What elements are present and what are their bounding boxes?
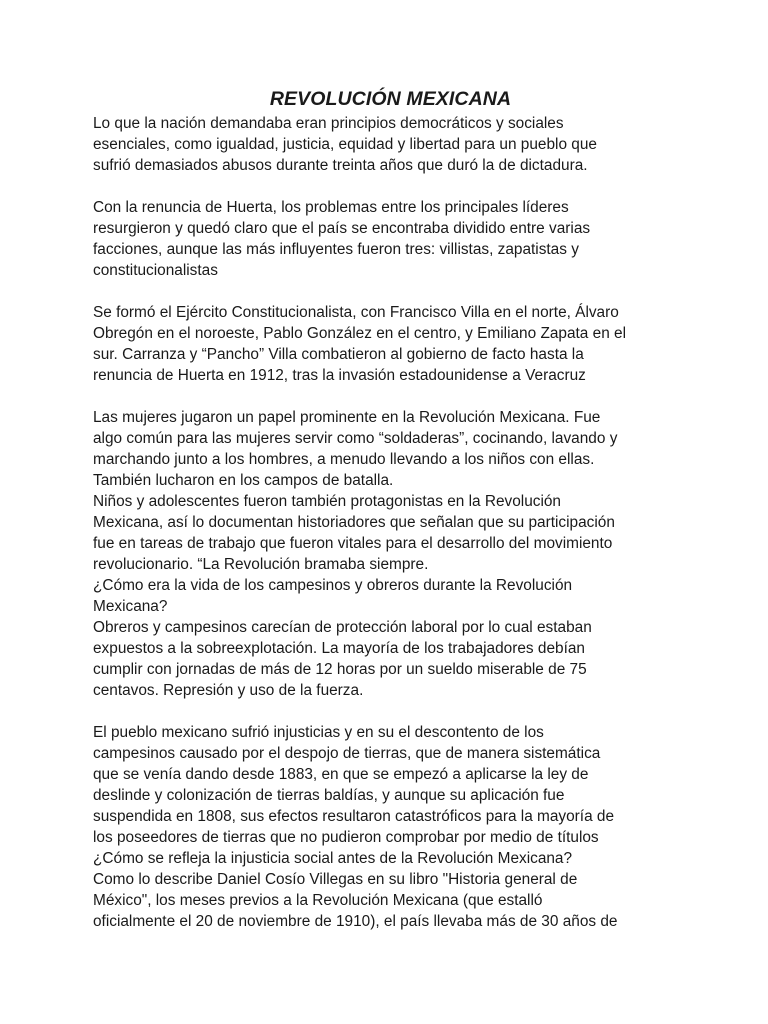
text-line: centavos. Represión y uso de la fuerza.: [93, 682, 364, 699]
text-line: Obregón en el noroeste, Pablo González en el centro, y Emiliano Zapata en el: [93, 325, 627, 342]
text-line: Mexicana, así lo documentan historiadores que señalan que su participación: [93, 514, 615, 531]
text-line: sur. Carranza y “Pancho” Villa combatieron al gobierno de facto hasta la: [93, 346, 584, 363]
text-line: Como lo describe Daniel Cosío Villegas en su libro "Historia general de: [93, 871, 578, 888]
paragraph-gap: [93, 281, 688, 302]
text-line: esenciales, como igualdad, justicia, equidad y libertad para un pueblo que: [93, 136, 597, 153]
text-line: cumplir con jornadas de más de 12 horas por un sueldo miserable de 75: [93, 661, 587, 678]
text-line: facciones, aunque las más influyentes fueron tres: villistas, zapatistas y: [93, 241, 579, 258]
paragraph-gap: [93, 386, 688, 407]
paragraph: [93, 197, 688, 281]
text-line: Con la renuncia de Huerta, los problemas entre los principales líderes: [93, 199, 569, 216]
text-line: expuestos a la sobreexplotación. La mayoría de los trabajadores debían: [93, 640, 585, 657]
text-line: Niños y adolescentes fueron también protagonistas en la Revolución: [93, 493, 561, 510]
text-line: Las mujeres jugaron un papel prominente en la Revolución Mexicana. Fue: [93, 409, 601, 426]
text-line: deslinde y colonización de tierras baldías, y aunque su aplicación fue: [93, 787, 565, 804]
document-body: [93, 113, 688, 932]
text-line: Obreros y campesinos carecían de protección laboral por lo cual estaban: [93, 619, 592, 636]
paragraph-gap: [93, 701, 688, 722]
text-line: ¿Cómo se refleja la injusticia social antes de la Revolución Mexicana?: [93, 850, 573, 867]
text-line: fue en tareas de trabajo que fueron vitales para el desarrollo del movimiento: [93, 535, 613, 552]
text-line: resurgieron y quedó claro que el país se encontraba dividido entre varias: [93, 220, 591, 237]
text-line: que se venía dando desde 1883, en que se empezó a aplicarse la ley de: [93, 766, 589, 783]
text-line: suspendida en 1808, sus efectos resultaron catastróficos para la mayoría de: [93, 808, 615, 825]
text-line: marchando junto a los hombres, a menudo llevando a los niños con ellas.: [93, 451, 595, 468]
text-line: Lo que la nación demandaba eran principios democráticos y sociales: [93, 115, 564, 132]
paragraph: [93, 722, 688, 932]
text-line: renuncia de Huerta en 1912, tras la invasión estadounidense a Veracruz: [93, 367, 586, 384]
text-line: los poseedores de tierras que no pudieron comprobar por medio de títulos: [93, 829, 599, 846]
text-line: revolucionario. “La Revolución bramaba siempre.: [93, 556, 429, 573]
text-line: También lucharon en los campos de batalla.: [93, 472, 394, 489]
text-line: constitucionalistas: [93, 262, 218, 279]
text-line: Mexicana?: [93, 598, 168, 615]
text-line: ¿Cómo era la vida de los campesinos y obreros durante la Revolución: [93, 577, 573, 594]
text-line: El pueblo mexicano sufrió injusticias y en su el descontento de los: [93, 724, 544, 741]
document-page: [93, 86, 688, 932]
text-line: oficialmente el 20 de noviembre de 1910), el país llevaba más de 30 años de: [93, 913, 618, 930]
paragraph: [93, 113, 688, 176]
paragraph-gap: [93, 176, 688, 197]
text-line: Se formó el Ejército Constitucionalista, con Francisco Villa en el norte, Álvaro: [93, 304, 619, 321]
paragraph: [93, 302, 688, 386]
document-title: REVOLUCIÓN MEXICANA: [269, 88, 512, 110]
text-line: algo común para las mujeres servir como “soldaderas”, cocinando, lavando y: [93, 430, 618, 447]
text-line: campesinos causado por el despojo de tierras, que de manera sistemática: [93, 745, 601, 762]
paragraph: [93, 407, 688, 701]
text-line: sufrió demasiados abusos durante treinta años que duró la de dictadura.: [93, 157, 588, 174]
text-line: México", los meses previos a la Revolución Mexicana (que estalló: [93, 892, 543, 909]
